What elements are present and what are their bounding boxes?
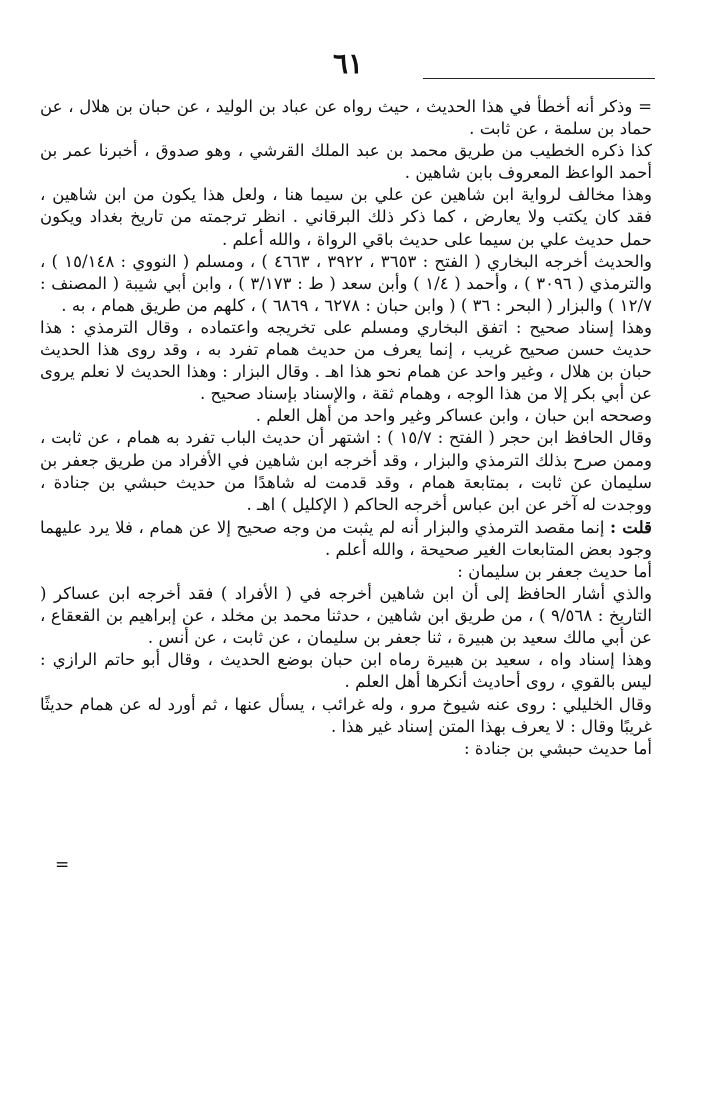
paragraph: أما حديث جعفر بن سليمان : <box>457 561 652 581</box>
paragraph: وصححه ابن حبان ، وابن عساكر وغير واحد من أهل العلم . <box>255 406 652 426</box>
paragraph <box>40 516 652 561</box>
paragraph: وقال الحافظ ابن حجر ( الفتح : ١٥/٧ ) : اشتهر أن حديث الباب تفرد به همام ، عن ثابت ، وممن صرح بذلك الترمذي والبزار ، وقد أخرجه ابن شاهين في الأفراد من طريق جعفر بن سليمان عن ثابت ، بمتابعة همام ، وقد قدمت له شاهدًا من حديث حبشي بن جنادة ، ووجدت له آخر عن ابن عباس أخرجه الحاكم ( الإكليل ) اهـ . <box>40 428 652 514</box>
header-rule <box>423 78 655 79</box>
paragraph: = وذكر أنه أخطأ في هذا الحديث ، حيث رواه عن عباد بن الوليد ، عن حبان بن هلال ، عن حماد بن سلمة ، عن ثابت . <box>40 97 652 139</box>
footnote-text <box>40 96 652 760</box>
paragraph: وهذا إسناد واه ، سعيد بن هبيرة رماه ابن حبان بوضع الحديث ، وقال أبو حاتم الرازي : ليس بالقوي ، روى أحاديث أنكرها أهل العلم . <box>40 650 652 692</box>
continuation-mark: = <box>55 855 70 875</box>
paragraph: والذي أشار الحافظ إلى أن ابن شاهين أخرجه في ( الأفراد ) فقد أخرجه ابن عساكر ( التاريخ : ٩/٥٦٨ ) ، من طريق ابن شاهين ، حدثنا محمد بن مخلد ، عن إبراهيم بن القعقاع ، عن أبي مالك سعيد بن هبيرة ، ثنا جعفر بن سليمان ، عن ثابت ، عن أنس . <box>40 584 653 648</box>
paragraph: وهذا مخالف لرواية ابن شاهين عن علي بن سيما هنا ، ولعل هذا يكون من ابن شاهين ، فقد كان يكتب ولا يعارض ، كما ذكر ذلك البرقاني . انظر ترجمته من تاريخ بغداد ويكون حمل حديث علي بن سيما على حديث باقي الرواة ، والله أعلم . <box>40 185 652 249</box>
paragraph: والحديث أخرجه البخاري ( الفتح : ٣٦٥٣ ، ٣٩٢٢ ، ٤٦٦٣ ) ، ومسلم ( النووي : ١٥/١٤٨ ) ، والترمذي ( ٣٠٩٦ ) ، وأحمد ( ١/٤ ) وأبن سعد ( ط : ٣/١٧٣ ) ، وابن أبي شيبة ( المصنف : ١٢/٧ ) والبزار ( البحر : ٣٦ ) ( وابن حبان : ٦٢٧٨ ، ٦٨٦٩ ) ، كلهم من طريق همام ، به . <box>40 251 653 315</box>
paragraph: وهذا إسناد صحيح : اتفق البخاري ومسلم على تخريجه واعتماده ، وقال الترمذي : هذا حديث حسن صحيح غريب ، إنما يعرف من حديث همام تفرد به ، وقد روى هذا الحديث حبان بن هلال ، وغير واحد عن همام نحو هذا اهـ . وقال البزار : وهذا الحديث لا نعلم يروى عن أبي بكر إلا من هذا الوجه ، وهمام ثقة ، والإسناد بإسناد صحيح . <box>40 317 652 404</box>
paragraph: وقال الخليلي : روى عنه شيوخ مرو ، وله غرائب ، يسأل عنها ، ثم أورد له عن همام حديثًا غريبًا وقال : لا يعرف بهذا المتن إسناد غير هذا . <box>40 694 652 736</box>
page-number: ٦١ <box>332 47 364 80</box>
paragraph: أما حديث حبشي بن جنادة : <box>464 738 652 758</box>
paragraph-body: إنما مقصد الترمذي والبزار أنه لم يثبت من وجه صحيح إلا عن همام ، فلا يرد عليهما وجود بعض المتابعات الغير صحيحة ، والله أعلم . <box>40 517 652 559</box>
paragraph: كذا ذكره الخطيب من طريق محمد بن عبد الملك القرشي ، وهو صدوق ، أخبرنا عمر بن أحمد الواعظ المعروف بابن شاهين . <box>40 141 652 183</box>
qultu-label: قلت : <box>610 516 652 537</box>
